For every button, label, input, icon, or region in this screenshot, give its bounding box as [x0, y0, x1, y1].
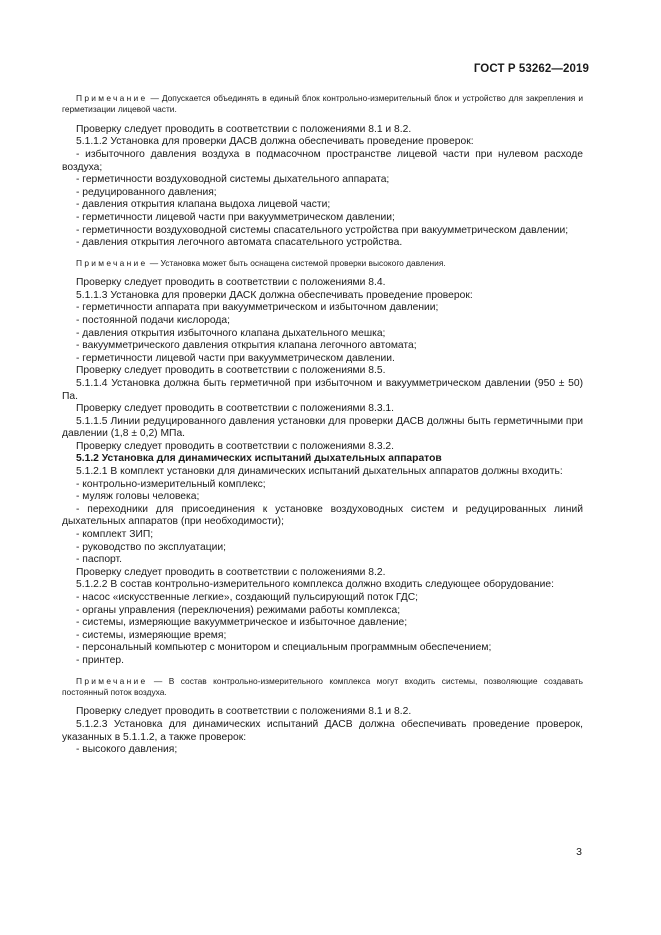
list-item: - постоянной подачи кислорода; — [76, 314, 230, 326]
paragraph: Проверку следует проводить в соответствии с положениями 8.4. — [76, 277, 386, 289]
note-paragraph — [62, 258, 583, 269]
paragraph: Проверку следует проводить в соответствии с положениями 8.3.2. — [76, 440, 395, 452]
note-paragraph — [62, 93, 583, 116]
list-item: - принтер. — [76, 654, 124, 666]
page-number: 3 — [576, 846, 582, 858]
paragraph: Проверку следует проводить в соответствии с положениями 8.3.1. — [76, 403, 395, 415]
paragraph: 5.1.1.4 Установка должна быть герметичной при избыточном и вакуумметрическом давлении (950 ± 50) Па. — [62, 377, 583, 402]
list-item: - контрольно-измерительный комплекс; — [76, 478, 266, 490]
document-header: ГОСТ Р 53262—2019 — [473, 63, 589, 75]
list-item: - персональный компьютер с монитором и специальным программным обеспечением; — [76, 642, 492, 654]
list-item: - герметичности лицевой части при вакуумметрическом давлении; — [76, 211, 395, 223]
list-item: - системы, измеряющие вакуумметрическое и избыточное давление; — [76, 617, 408, 629]
paragraph: 5.1.2.3 Установка для динамических испытаний ДАСВ должна обеспечивать проведение проверок, указанных в 5.1.1.2, а также проверок: — [62, 718, 583, 743]
note-text: Допускается объединять в единый блок контрольно-измерительный блок и устройство для закрепления и герметизации лицевой части. — [62, 93, 583, 115]
list-item: - насос «искусственные легкие», создающий пульсирующий поток ГДС; — [76, 592, 419, 603]
paragraph: Проверку следует проводить в соответствии с положениями 8.5. — [76, 365, 386, 377]
list-item: - герметичности лицевой части при вакуумметрическом давлении. — [76, 352, 395, 364]
note-dash: — — [147, 675, 169, 686]
spacer — [62, 116, 583, 124]
note-dash: — — [147, 93, 162, 103]
paragraph: Проверку следует проводить в соответствии с положениями 8.2. — [76, 566, 386, 578]
list-item: - герметичности воздуховодной системы спасательного устройства при вакуумметрическом давлении; — [76, 224, 569, 236]
spacer — [62, 269, 583, 277]
list-item: - герметичности аппарата при вакуумметрическом и избыточном давлении; — [76, 302, 439, 314]
list-item: - органы управления (переключения) режимами работы комплекса; — [76, 604, 401, 616]
list-item: - давления открытия избыточного клапана дыхательного мешка; — [76, 327, 386, 339]
list-item: - паспорт. — [76, 554, 122, 566]
list-item: - системы, измеряющие время; — [76, 629, 227, 641]
paragraph: 5.1.2.1 В комплект установки для динамических испытаний дыхательных аппаратов должны входить: — [76, 466, 563, 478]
paragraph: 5.1.1.3 Установка для проверки ДАСК должна обеспечивать проведение проверок: — [76, 289, 473, 301]
note-paragraph — [62, 676, 583, 699]
list-item: - переходники для присоединения к установке воздуховодных систем и редуцированных линий дыхательных аппаратов (при необходимости); — [62, 503, 583, 528]
list-item: - высокого давления; — [76, 744, 178, 756]
paragraph: Проверку следует проводить в соответствии с положениями 8.1 и 8.2. — [76, 123, 412, 135]
paragraph: 5.1.2.2 В состав контрольно-измерительного комплекса должно входить следующее оборудование: — [76, 579, 555, 591]
note-dash: — — [147, 257, 161, 268]
list-item: - избыточного давления воздуха в подмасочном пространстве лицевой части при нулевом расходе воздуха; — [62, 149, 583, 173]
list-item: - руководство по эксплуатации; — [76, 541, 226, 553]
paragraph: Проверку следует проводить в соответствии с положениями 8.1 и 8.2. — [76, 706, 412, 718]
note-label: Примечание — [76, 257, 148, 268]
paragraph: 5.1.1.2 Установка для проверки ДАСВ должна обеспечивать проведение проверок: — [76, 136, 474, 148]
section-heading: 5.1.2 Установка для динамических испытаний дыхательных аппаратов — [76, 453, 442, 465]
document-body — [62, 93, 583, 757]
note-text: Установка может быть оснащена системой проверки высокого давления. — [160, 257, 446, 268]
list-item: - давления открытия клапана выдоха лицевой части; — [76, 199, 331, 211]
spacer — [62, 698, 583, 706]
spacer — [62, 668, 583, 676]
note-text: В состав контрольно-измерительного комплекса могут входить системы, позволяющие создавать постоянный поток воздуха. — [62, 675, 583, 697]
note-label: Примечание — [76, 675, 148, 686]
spacer — [62, 250, 583, 258]
list-item: - комплект ЗИП; — [76, 529, 154, 541]
list-item: - редуцированного давления; — [76, 186, 217, 198]
list-item: - герметичности воздуховодной системы дыхательного аппарата; — [76, 174, 390, 186]
list-item: - вакуумметрического давления открытия клапана легочного автомата; — [76, 340, 417, 352]
paragraph: 5.1.1.5 Линии редуцированного давления установки для проверки ДАСВ должны быть герметичными при давлении (1,8 ± 0,2) МПа. — [62, 415, 583, 440]
list-item: - давления открытия легочного автомата спасательного устройства. — [76, 237, 403, 249]
list-item: - муляж головы человека; — [76, 491, 200, 503]
note-label: Примечание — [76, 93, 148, 103]
